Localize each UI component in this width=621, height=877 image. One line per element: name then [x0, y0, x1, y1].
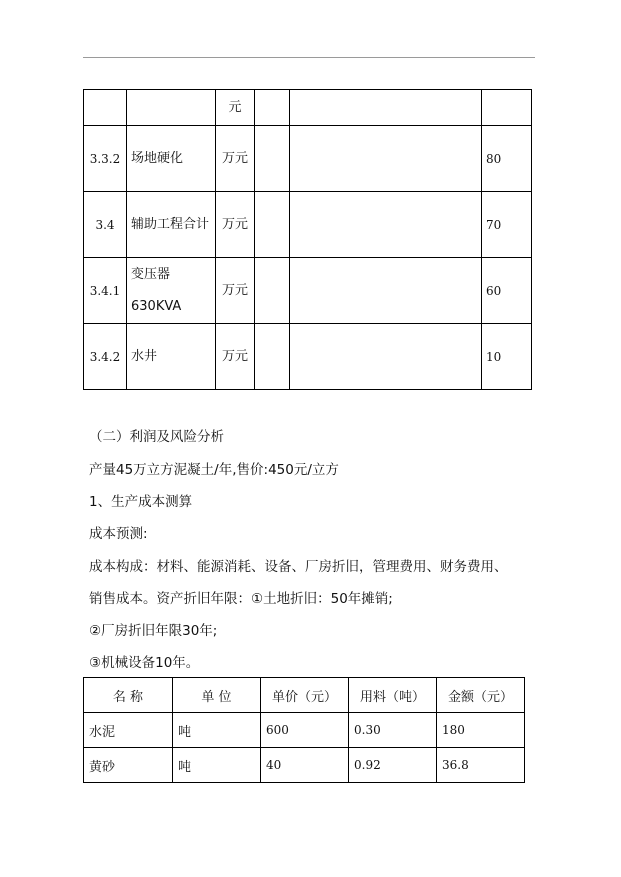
table-row [84, 258, 532, 324]
item-number: 3.3.2 [84, 126, 127, 192]
unit-price: 40 [261, 748, 349, 783]
empty-cell [290, 126, 482, 192]
table-row [84, 713, 525, 748]
amount: 36.8 [437, 748, 525, 783]
material-quantity: 0.92 [349, 748, 437, 783]
table-row [84, 90, 532, 126]
column-header: 单价（元） [261, 678, 349, 713]
item-unit: 万元 [216, 324, 255, 390]
item-number [84, 90, 127, 126]
item-heading: 1、生产成本测算 [89, 494, 193, 510]
item-value [482, 90, 532, 126]
table-row [84, 324, 532, 390]
composition-line-1: 成本构成：材料、能源消耗、设备、厂房折旧，管理费用、财务费用、 [89, 559, 508, 575]
empty-cell [290, 258, 482, 324]
table-row [84, 192, 532, 258]
item-value: 70 [482, 192, 532, 258]
empty-cell [255, 126, 290, 192]
empty-cell [290, 324, 482, 390]
material-name: 水泥 [84, 713, 173, 748]
item-number: 3.4.1 [84, 258, 127, 324]
composition-line-2: 销售成本。资产折旧年限：①土地折旧：50年摊销; [89, 591, 393, 607]
empty-cell [255, 258, 290, 324]
item-name: 变压器630KVA [127, 258, 216, 324]
column-header: 金额（元） [437, 678, 525, 713]
item-name: 场地硬化 [127, 126, 216, 192]
item-unit: 万元 [216, 258, 255, 324]
unit-price: 600 [261, 713, 349, 748]
table-header-row [84, 678, 525, 713]
material-quantity: 0.30 [349, 713, 437, 748]
table-row [84, 748, 525, 783]
amount: 180 [437, 713, 525, 748]
column-header: 单 位 [173, 678, 261, 713]
depreciation-line-3: ③机械设备10年。 [89, 655, 200, 671]
empty-cell [255, 324, 290, 390]
empty-cell [255, 192, 290, 258]
material-unit: 吨 [173, 748, 261, 783]
forecast-line: 成本预测: [89, 526, 148, 542]
table-row [84, 126, 532, 192]
item-value: 10 [482, 324, 532, 390]
item-unit: 元 [216, 90, 255, 126]
item-name [127, 90, 216, 126]
item-unit: 万元 [216, 192, 255, 258]
item-number: 3.4 [84, 192, 127, 258]
column-header: 用料（吨） [349, 678, 437, 713]
output-line: 产量45万立方泥凝土/年,售价:450元/立方 [89, 462, 339, 478]
item-value: 60 [482, 258, 532, 324]
section-title: （二）利润及风险分析 [89, 429, 224, 445]
empty-cell [255, 90, 290, 126]
item-unit: 万元 [216, 126, 255, 192]
material-name: 黄砂 [84, 748, 173, 783]
material-unit: 吨 [173, 713, 261, 748]
item-name: 水井 [127, 324, 216, 390]
investment-table [83, 89, 532, 390]
empty-cell [290, 192, 482, 258]
item-name: 辅助工程合计 [127, 192, 216, 258]
depreciation-line-2: ②厂房折旧年限30年; [89, 623, 218, 639]
empty-cell [290, 90, 482, 126]
page-header-rule [83, 57, 535, 58]
item-value: 80 [482, 126, 532, 192]
column-header: 名 称 [84, 678, 173, 713]
cost-table [83, 677, 525, 783]
item-number: 3.4.2 [84, 324, 127, 390]
